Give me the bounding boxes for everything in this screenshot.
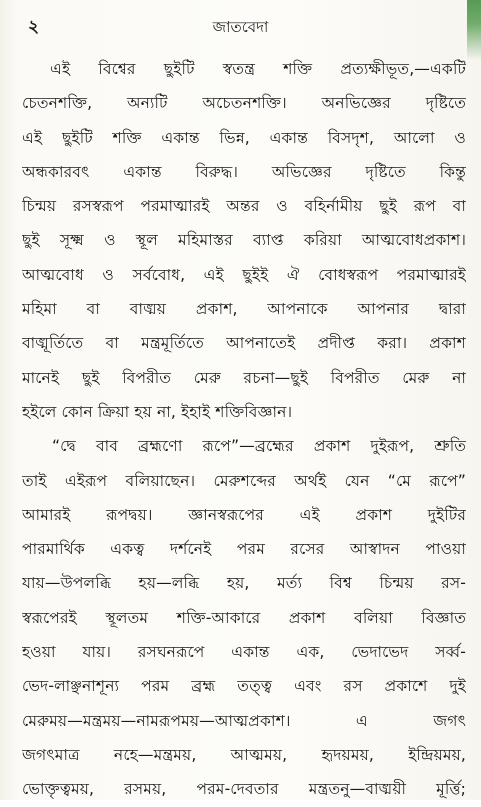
text-line: আত্মবোধ ও সর্ববোধ, এই ছুইই ঐ বোধস্বরূপ পরমাত্মারই: [22, 265, 466, 284]
text-line: চিন্ময় রসস্বরূপ পরমাত্মারই অন্তর ও বহির্নামীয় ছুই রূপ বা: [22, 197, 466, 216]
text-line: “দ্বে বাব ব্রহ্মণো রূপে”—ব্রহ্মের প্রকাশ দুইরূপ, শ্রুতি: [52, 437, 466, 456]
text-line: মহিমা বা বাঙ্ময় প্রকাশ, আপনাকে আপনার দ্বারা: [22, 300, 466, 319]
text-line: এই বিশ্বের ছুইটি স্বতন্ত্র শক্তি প্রত্যক্ষীভূত,—একটি: [50, 60, 466, 78]
body-text: [22, 52, 466, 807]
text-line: ভেদ-লাঞ্ছনাশূন্য পরম ব্রহ্ম তত্ত্ব এবং রস প্রকাশে দুই: [22, 677, 466, 696]
text-line: অন্ধকারবৎ একান্ত বিরুদ্ধ। অভিজ্ঞের দৃষ্টিতে কিন্তু: [22, 162, 466, 181]
text-line: মেরুময়—মন্ত্রময়—নামরূপময়—আত্মপ্রকাশ। এ জগৎ: [22, 711, 466, 730]
text-line: পারমার্থিক একত্ব দর্শনেই পরম রসের আস্বাদন পাওয়া: [22, 540, 466, 559]
text-line: এই ছুইটি শক্তি একান্ত ভিন্ন, একান্ত বিসদৃশ, আলো ও: [22, 128, 466, 147]
text-line: স্বরূপেরই স্থূলতম শক্তি-আকারে প্রকাশ বলিয়া বিজ্ঞাত: [22, 608, 466, 627]
text-line: হইলে কোন ক্রিয়া হয় না, ইহাই শক্তিবিজ্ঞান।: [22, 402, 293, 421]
text-line: চেতনশক্তি, অন্যটি অচেতনশক্তি। অনভিজ্ঞের দৃষ্টিতে: [22, 94, 466, 113]
running-title: জাতবেদা: [212, 18, 269, 36]
text-line: মানেই ছুই বিপরীত মেরু রচনা—ছুই বিপরীত মেরু না: [22, 368, 466, 387]
text-line: ভোক্তৃত্বময়, রসময়, পরম-দেবতার মন্ত্রতনু—বাঙ্ময়ী মূর্ত্তি;: [22, 780, 466, 799]
text-line: আমারই রূপদ্বয়। জ্ঞানস্বরূপের এই প্রকাশ দুইটির: [22, 505, 466, 524]
text-line: যায়—উপলব্ধি হয়—লব্ধি হয়, মর্ত্য বিশ্ব চিন্ময় রস-: [22, 574, 466, 593]
text-line: জগৎমাত্র নহে—মন্ত্রময়, আত্মময়, হৃদয়ময়, ইন্দ্রিয়ময়,: [22, 745, 466, 764]
page-number: ২: [28, 17, 40, 37]
text-line: ছুই সূক্ষ্ম ও স্থূল মহিমাস্তর ব্যাপ্ত করিয়া আত্মবোধপ্রকাশ।: [22, 231, 466, 250]
text-line: বাঙ্মূর্তিতে বা মন্ত্রমূর্তিতে আপনাতেই প্রদীপ্ত করা। প্রকাশ: [22, 334, 466, 353]
page-header: [0, 14, 481, 40]
text-line: তাই এইরূপ বলিয়াছেন। মেরুশব্দের অর্থই যেন “মে রূপে”: [22, 471, 466, 490]
text-line: হওয়া যায়। রসঘনরূপে একান্ত এক, ভেদাভেদ সর্ব্ব-: [22, 643, 466, 662]
